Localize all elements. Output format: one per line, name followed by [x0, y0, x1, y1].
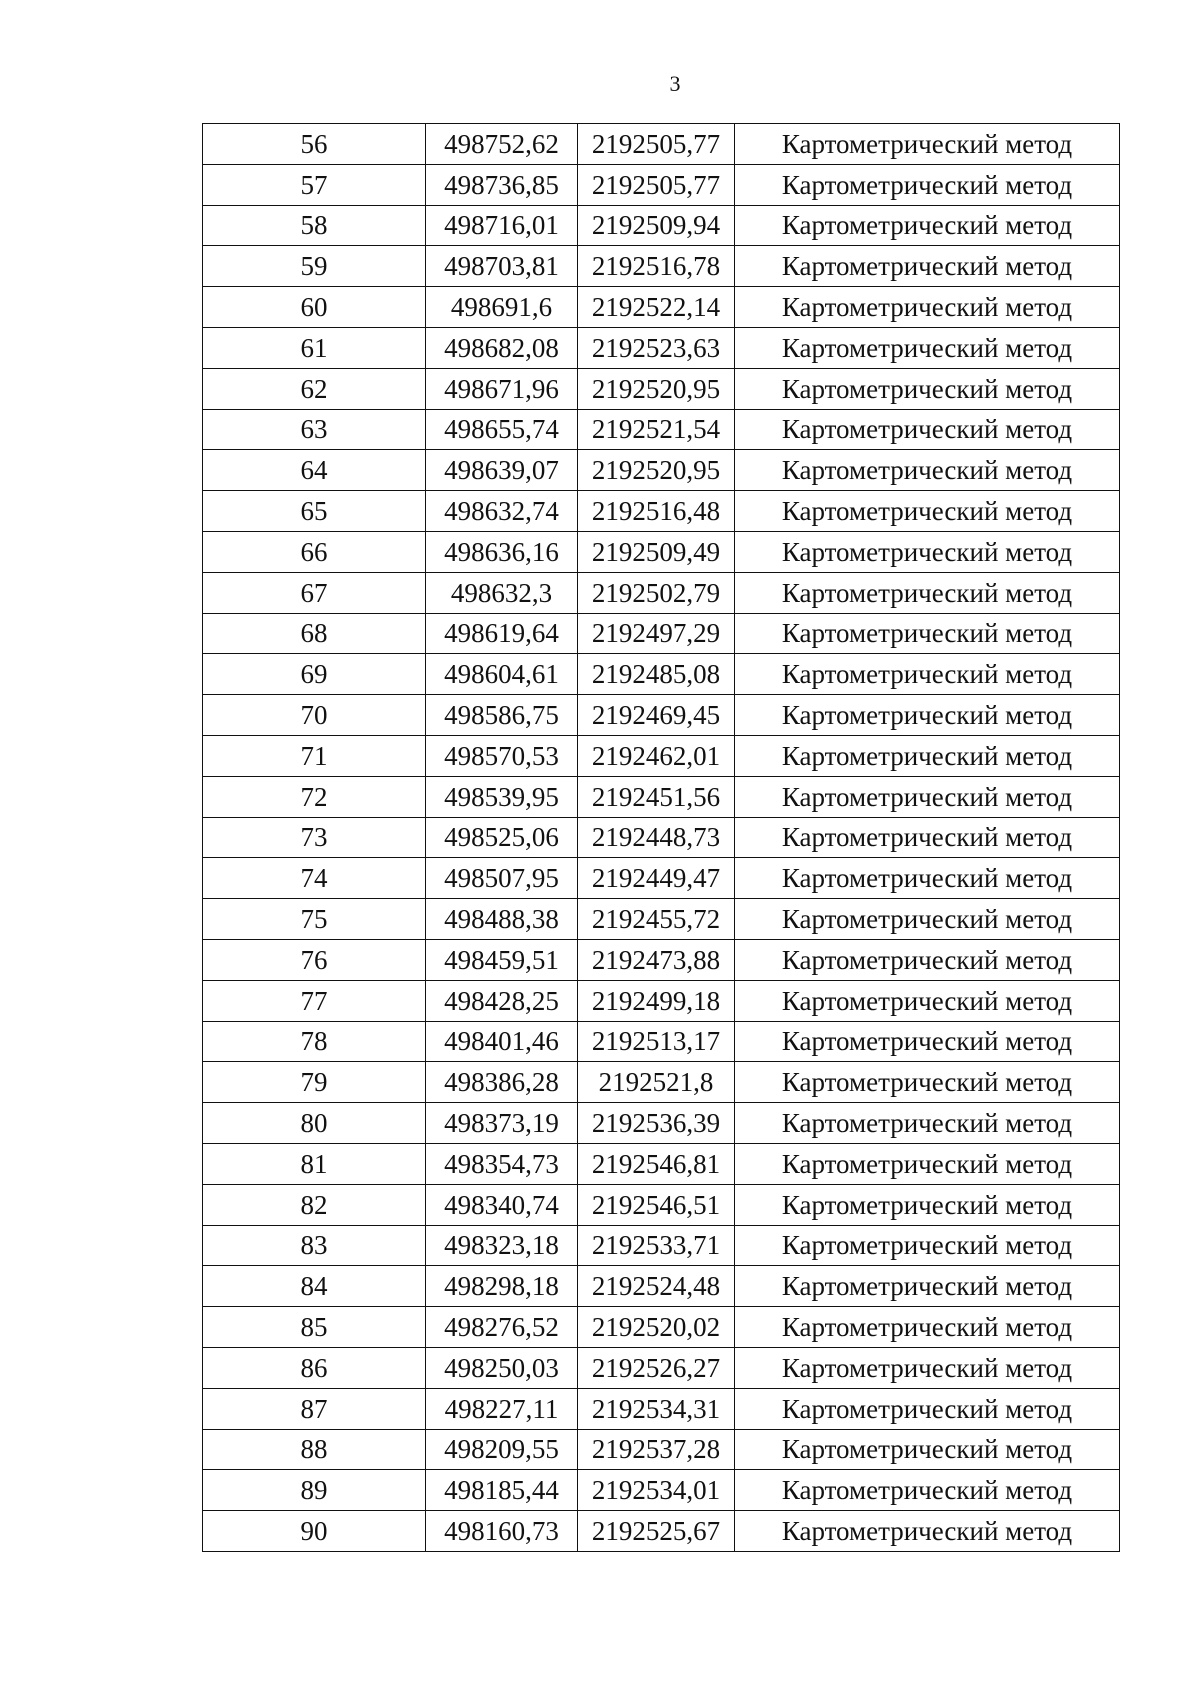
x-coordinate-cell: 498632,3 — [426, 572, 578, 613]
table-row — [203, 1429, 1120, 1470]
page-number: 3 — [669, 71, 681, 96]
table-row — [203, 654, 1120, 695]
point-number-cell: 69 — [203, 654, 426, 695]
x-coordinate-cell: 498401,46 — [426, 1021, 578, 1062]
point-number-cell: 63 — [203, 409, 426, 450]
y-coordinate-cell: 2192509,49 — [578, 531, 735, 572]
point-number-cell: 83 — [203, 1225, 426, 1266]
x-coordinate-cell: 498586,75 — [426, 695, 578, 736]
y-coordinate-cell: 2192516,48 — [578, 491, 735, 532]
method-cell: Картометрический метод — [735, 1470, 1120, 1511]
method-cell: Картометрический метод — [735, 491, 1120, 532]
point-number-cell: 80 — [203, 1103, 426, 1144]
point-number-cell: 85 — [203, 1307, 426, 1348]
x-coordinate-cell: 498276,52 — [426, 1307, 578, 1348]
table-row — [203, 939, 1120, 980]
method-cell: Картометрический метод — [735, 695, 1120, 736]
method-cell: Картометрический метод — [735, 368, 1120, 409]
x-coordinate-cell: 498570,53 — [426, 735, 578, 776]
y-coordinate-cell: 2192499,18 — [578, 980, 735, 1021]
point-number-cell: 87 — [203, 1388, 426, 1429]
table-row — [203, 491, 1120, 532]
x-coordinate-cell: 498604,61 — [426, 654, 578, 695]
y-coordinate-cell: 2192536,39 — [578, 1103, 735, 1144]
method-cell: Картометрический метод — [735, 409, 1120, 450]
x-coordinate-cell: 498298,18 — [426, 1266, 578, 1307]
x-coordinate-cell: 498539,95 — [426, 776, 578, 817]
y-coordinate-cell: 2192516,78 — [578, 246, 735, 287]
method-cell: Картометрический метод — [735, 899, 1120, 940]
table-row — [203, 1307, 1120, 1348]
method-cell: Картометрический метод — [735, 327, 1120, 368]
table-row — [203, 1062, 1120, 1103]
table-row — [203, 1103, 1120, 1144]
table-row — [203, 531, 1120, 572]
method-cell: Картометрический метод — [735, 1511, 1120, 1552]
point-number-cell: 59 — [203, 246, 426, 287]
y-coordinate-cell: 2192533,71 — [578, 1225, 735, 1266]
point-number-cell: 79 — [203, 1062, 426, 1103]
point-number-cell: 68 — [203, 613, 426, 654]
method-cell: Картометрический метод — [735, 1347, 1120, 1388]
table-row — [203, 1347, 1120, 1388]
point-number-cell: 72 — [203, 776, 426, 817]
table-row — [203, 368, 1120, 409]
table-row — [203, 858, 1120, 899]
point-number-cell: 66 — [203, 531, 426, 572]
point-number-cell: 60 — [203, 287, 426, 328]
method-cell: Картометрический метод — [735, 124, 1120, 165]
coordinates-table-body — [203, 124, 1120, 1552]
point-number-cell: 86 — [203, 1347, 426, 1388]
x-coordinate-cell: 498619,64 — [426, 613, 578, 654]
y-coordinate-cell: 2192526,27 — [578, 1347, 735, 1388]
point-number-cell: 62 — [203, 368, 426, 409]
table-row — [203, 450, 1120, 491]
y-coordinate-cell: 2192546,81 — [578, 1143, 735, 1184]
table-row — [203, 409, 1120, 450]
x-coordinate-cell: 498250,03 — [426, 1347, 578, 1388]
method-cell: Картометрический метод — [735, 939, 1120, 980]
method-cell: Картометрический метод — [735, 1429, 1120, 1470]
table-row — [203, 695, 1120, 736]
method-cell: Картометрический метод — [735, 1143, 1120, 1184]
method-cell: Картометрический метод — [735, 1021, 1120, 1062]
y-coordinate-cell: 2192546,51 — [578, 1184, 735, 1225]
x-coordinate-cell: 498373,19 — [426, 1103, 578, 1144]
table-row — [203, 1021, 1120, 1062]
y-coordinate-cell: 2192485,08 — [578, 654, 735, 695]
x-coordinate-cell: 498340,74 — [426, 1184, 578, 1225]
point-number-cell: 58 — [203, 205, 426, 246]
table-row — [203, 776, 1120, 817]
method-cell: Картометрический метод — [735, 1266, 1120, 1307]
y-coordinate-cell: 2192455,72 — [578, 899, 735, 940]
table-row — [203, 1388, 1120, 1429]
point-number-cell: 67 — [203, 572, 426, 613]
y-coordinate-cell: 2192451,56 — [578, 776, 735, 817]
point-number-cell: 77 — [203, 980, 426, 1021]
x-coordinate-cell: 498354,73 — [426, 1143, 578, 1184]
method-cell: Картометрический метод — [735, 246, 1120, 287]
x-coordinate-cell: 498209,55 — [426, 1429, 578, 1470]
method-cell: Картометрический метод — [735, 531, 1120, 572]
y-coordinate-cell: 2192448,73 — [578, 817, 735, 858]
y-coordinate-cell: 2192497,29 — [578, 613, 735, 654]
x-coordinate-cell: 498703,81 — [426, 246, 578, 287]
x-coordinate-cell: 498716,01 — [426, 205, 578, 246]
table-row — [203, 980, 1120, 1021]
method-cell: Картометрический метод — [735, 858, 1120, 899]
table-row — [203, 205, 1120, 246]
method-cell: Картометрический метод — [735, 1307, 1120, 1348]
method-cell: Картометрический метод — [735, 205, 1120, 246]
y-coordinate-cell: 2192509,94 — [578, 205, 735, 246]
table-row — [203, 613, 1120, 654]
point-number-cell: 61 — [203, 327, 426, 368]
coordinates-table — [202, 123, 1120, 1552]
y-coordinate-cell: 2192525,67 — [578, 1511, 735, 1552]
y-coordinate-cell: 2192473,88 — [578, 939, 735, 980]
table-row — [203, 1511, 1120, 1552]
y-coordinate-cell: 2192520,95 — [578, 368, 735, 409]
y-coordinate-cell: 2192449,47 — [578, 858, 735, 899]
point-number-cell: 78 — [203, 1021, 426, 1062]
point-number-cell: 84 — [203, 1266, 426, 1307]
y-coordinate-cell: 2192534,31 — [578, 1388, 735, 1429]
x-coordinate-cell: 498655,74 — [426, 409, 578, 450]
method-cell: Картометрический метод — [735, 613, 1120, 654]
method-cell: Картометрический метод — [735, 1103, 1120, 1144]
table-row — [203, 1470, 1120, 1511]
point-number-cell: 71 — [203, 735, 426, 776]
y-coordinate-cell: 2192537,28 — [578, 1429, 735, 1470]
y-coordinate-cell: 2192520,02 — [578, 1307, 735, 1348]
method-cell: Картометрический метод — [735, 287, 1120, 328]
x-coordinate-cell: 498639,07 — [426, 450, 578, 491]
x-coordinate-cell: 498323,18 — [426, 1225, 578, 1266]
point-number-cell: 76 — [203, 939, 426, 980]
table-row — [203, 246, 1120, 287]
x-coordinate-cell: 498682,08 — [426, 327, 578, 368]
point-number-cell: 70 — [203, 695, 426, 736]
y-coordinate-cell: 2192534,01 — [578, 1470, 735, 1511]
table-row — [203, 124, 1120, 165]
x-coordinate-cell: 498636,16 — [426, 531, 578, 572]
y-coordinate-cell: 2192523,63 — [578, 327, 735, 368]
y-coordinate-cell: 2192524,48 — [578, 1266, 735, 1307]
table-row — [203, 899, 1120, 940]
x-coordinate-cell: 498227,11 — [426, 1388, 578, 1429]
x-coordinate-cell: 498386,28 — [426, 1062, 578, 1103]
table-row — [203, 164, 1120, 205]
point-number-cell: 89 — [203, 1470, 426, 1511]
point-number-cell: 64 — [203, 450, 426, 491]
method-cell: Картометрический метод — [735, 1225, 1120, 1266]
x-coordinate-cell: 498507,95 — [426, 858, 578, 899]
y-coordinate-cell: 2192521,8 — [578, 1062, 735, 1103]
y-coordinate-cell: 2192505,77 — [578, 124, 735, 165]
y-coordinate-cell: 2192520,95 — [578, 450, 735, 491]
method-cell: Картометрический метод — [735, 654, 1120, 695]
y-coordinate-cell: 2192469,45 — [578, 695, 735, 736]
y-coordinate-cell: 2192521,54 — [578, 409, 735, 450]
x-coordinate-cell: 498525,06 — [426, 817, 578, 858]
x-coordinate-cell: 498691,6 — [426, 287, 578, 328]
table-row — [203, 1225, 1120, 1266]
table-row — [203, 287, 1120, 328]
point-number-cell: 56 — [203, 124, 426, 165]
method-cell: Картометрический метод — [735, 164, 1120, 205]
table-row — [203, 1266, 1120, 1307]
method-cell: Картометрический метод — [735, 1184, 1120, 1225]
point-number-cell: 82 — [203, 1184, 426, 1225]
y-coordinate-cell: 2192505,77 — [578, 164, 735, 205]
x-coordinate-cell: 498459,51 — [426, 939, 578, 980]
table-row — [203, 572, 1120, 613]
y-coordinate-cell: 2192513,17 — [578, 1021, 735, 1062]
point-number-cell: 81 — [203, 1143, 426, 1184]
method-cell: Картометрический метод — [735, 735, 1120, 776]
table-row — [203, 1143, 1120, 1184]
point-number-cell: 90 — [203, 1511, 426, 1552]
method-cell: Картометрический метод — [735, 980, 1120, 1021]
x-coordinate-cell: 498632,74 — [426, 491, 578, 532]
x-coordinate-cell: 498671,96 — [426, 368, 578, 409]
y-coordinate-cell: 2192502,79 — [578, 572, 735, 613]
x-coordinate-cell: 498185,44 — [426, 1470, 578, 1511]
x-coordinate-cell: 498488,38 — [426, 899, 578, 940]
point-number-cell: 73 — [203, 817, 426, 858]
x-coordinate-cell: 498160,73 — [426, 1511, 578, 1552]
point-number-cell: 75 — [203, 899, 426, 940]
point-number-cell: 57 — [203, 164, 426, 205]
table-row — [203, 1184, 1120, 1225]
method-cell: Картометрический метод — [735, 1062, 1120, 1103]
point-number-cell: 74 — [203, 858, 426, 899]
method-cell: Картометрический метод — [735, 572, 1120, 613]
x-coordinate-cell: 498752,62 — [426, 124, 578, 165]
method-cell: Картометрический метод — [735, 817, 1120, 858]
table-row — [203, 735, 1120, 776]
method-cell: Картометрический метод — [735, 450, 1120, 491]
method-cell: Картометрический метод — [735, 1388, 1120, 1429]
y-coordinate-cell: 2192522,14 — [578, 287, 735, 328]
point-number-cell: 88 — [203, 1429, 426, 1470]
table-row — [203, 817, 1120, 858]
table-row — [203, 327, 1120, 368]
x-coordinate-cell: 498428,25 — [426, 980, 578, 1021]
point-number-cell: 65 — [203, 491, 426, 532]
x-coordinate-cell: 498736,85 — [426, 164, 578, 205]
method-cell: Картометрический метод — [735, 776, 1120, 817]
y-coordinate-cell: 2192462,01 — [578, 735, 735, 776]
